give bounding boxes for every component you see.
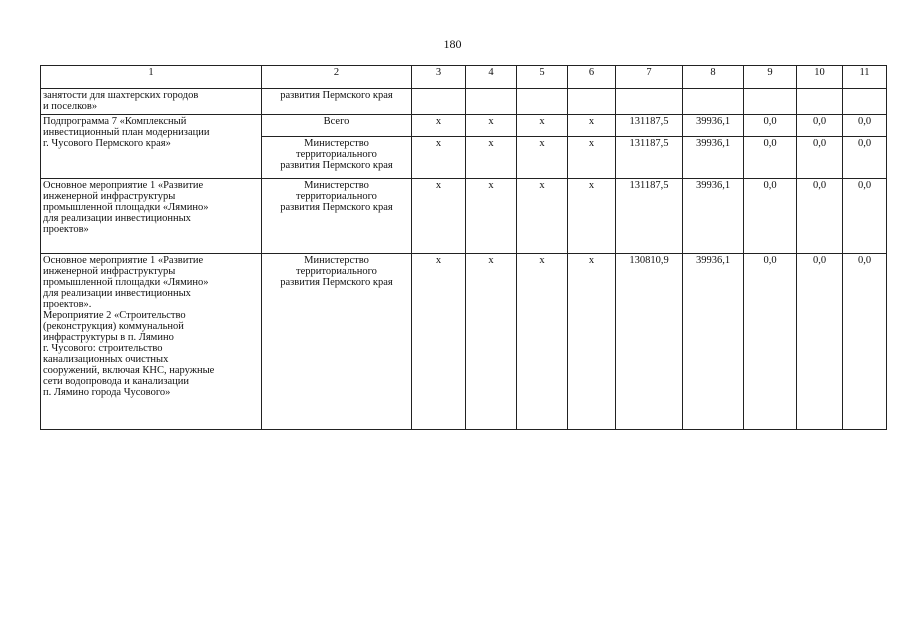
- value-cell: х: [412, 137, 466, 179]
- value-cell: х: [517, 115, 568, 137]
- value-cell: 0,0: [843, 137, 887, 179]
- value-cell: 0,0: [744, 137, 797, 179]
- header-cell: 9: [744, 66, 797, 89]
- value-cell: 0,0: [797, 254, 843, 430]
- value-cell: [517, 89, 568, 115]
- executor-cell: Министерство территориального развития Пермского края: [262, 179, 412, 254]
- value-cell: 131187,5: [616, 115, 683, 137]
- header-cell: 7: [616, 66, 683, 89]
- value-cell: 0,0: [744, 254, 797, 430]
- header-cell: 8: [683, 66, 744, 89]
- value-cell: х: [517, 254, 568, 430]
- value-cell: [466, 89, 517, 115]
- page-number: 180: [443, 37, 462, 51]
- value-cell: [843, 89, 887, 115]
- value-cell: х: [568, 115, 616, 137]
- executor-cell: Министерство территориального развития Пермского края: [262, 137, 412, 179]
- budget-table: [40, 65, 887, 430]
- value-cell: х: [412, 115, 466, 137]
- executor-cell: Министерство территориального развития Пермского края: [262, 254, 412, 430]
- value-cell: х: [466, 115, 517, 137]
- value-cell: [797, 89, 843, 115]
- value-cell: х: [466, 137, 517, 179]
- value-cell: 131187,5: [616, 137, 683, 179]
- header-cell: 3: [412, 66, 466, 89]
- value-cell: 0,0: [843, 254, 887, 430]
- value-cell: 130810,9: [616, 254, 683, 430]
- value-cell: [683, 89, 744, 115]
- value-cell: 0,0: [843, 115, 887, 137]
- value-cell: х: [568, 254, 616, 430]
- executor-cell: развития Пермского края: [262, 89, 412, 115]
- value-cell: х: [568, 179, 616, 254]
- value-cell: х: [568, 137, 616, 179]
- value-cell: 0,0: [843, 179, 887, 254]
- value-cell: х: [466, 179, 517, 254]
- table-row: [41, 115, 887, 137]
- header-row: [41, 66, 887, 89]
- value-cell: [744, 89, 797, 115]
- value-cell: 39936,1: [683, 137, 744, 179]
- table-row: [41, 254, 887, 430]
- value-cell: 131187,5: [616, 179, 683, 254]
- executor-cell: Всего: [262, 115, 412, 137]
- value-cell: х: [517, 137, 568, 179]
- value-cell: х: [517, 179, 568, 254]
- value-cell: 0,0: [744, 179, 797, 254]
- value-cell: [616, 89, 683, 115]
- table-row: [41, 179, 887, 254]
- table-row: [41, 89, 887, 115]
- value-cell: 0,0: [797, 179, 843, 254]
- header-cell: 6: [568, 66, 616, 89]
- program-name-cell: Основное мероприятие 1 «Развитие инженерной инфраструктуры промышленной площадки «Лямино» для реализации инвестиционных проектов». Мероприятие 2 «Строительство (реконструкция) коммунальной инфраструктуры в п. Лямино г. Чусового: строительство канализационных очистных сооружений, включая КНС, наружные сети водопровода и канализации п. Лямино города Чусового»: [41, 254, 262, 430]
- value-cell: х: [412, 254, 466, 430]
- header-cell: 10: [797, 66, 843, 89]
- value-cell: х: [466, 254, 517, 430]
- header-cell: 2: [262, 66, 412, 89]
- header-cell: 5: [517, 66, 568, 89]
- program-name-cell: занятости для шахтерских городов и поселков»: [41, 89, 262, 115]
- value-cell: 39936,1: [683, 254, 744, 430]
- value-cell: х: [412, 179, 466, 254]
- value-cell: 39936,1: [683, 115, 744, 137]
- value-cell: 0,0: [797, 137, 843, 179]
- value-cell: [412, 89, 466, 115]
- program-name-cell: Подпрограмма 7 «Комплексный инвестиционный план модернизации г. Чусового Пермского края»: [41, 115, 262, 179]
- header-cell: 4: [466, 66, 517, 89]
- value-cell: 0,0: [744, 115, 797, 137]
- value-cell: 39936,1: [683, 179, 744, 254]
- header-cell: 11: [843, 66, 887, 89]
- program-name-cell: Основное мероприятие 1 «Развитие инженерной инфраструктуры промышленной площадки «Лямино» для реализации инвестиционных проектов»: [41, 179, 262, 254]
- value-cell: 0,0: [797, 115, 843, 137]
- value-cell: [568, 89, 616, 115]
- header-cell: 1: [41, 66, 262, 89]
